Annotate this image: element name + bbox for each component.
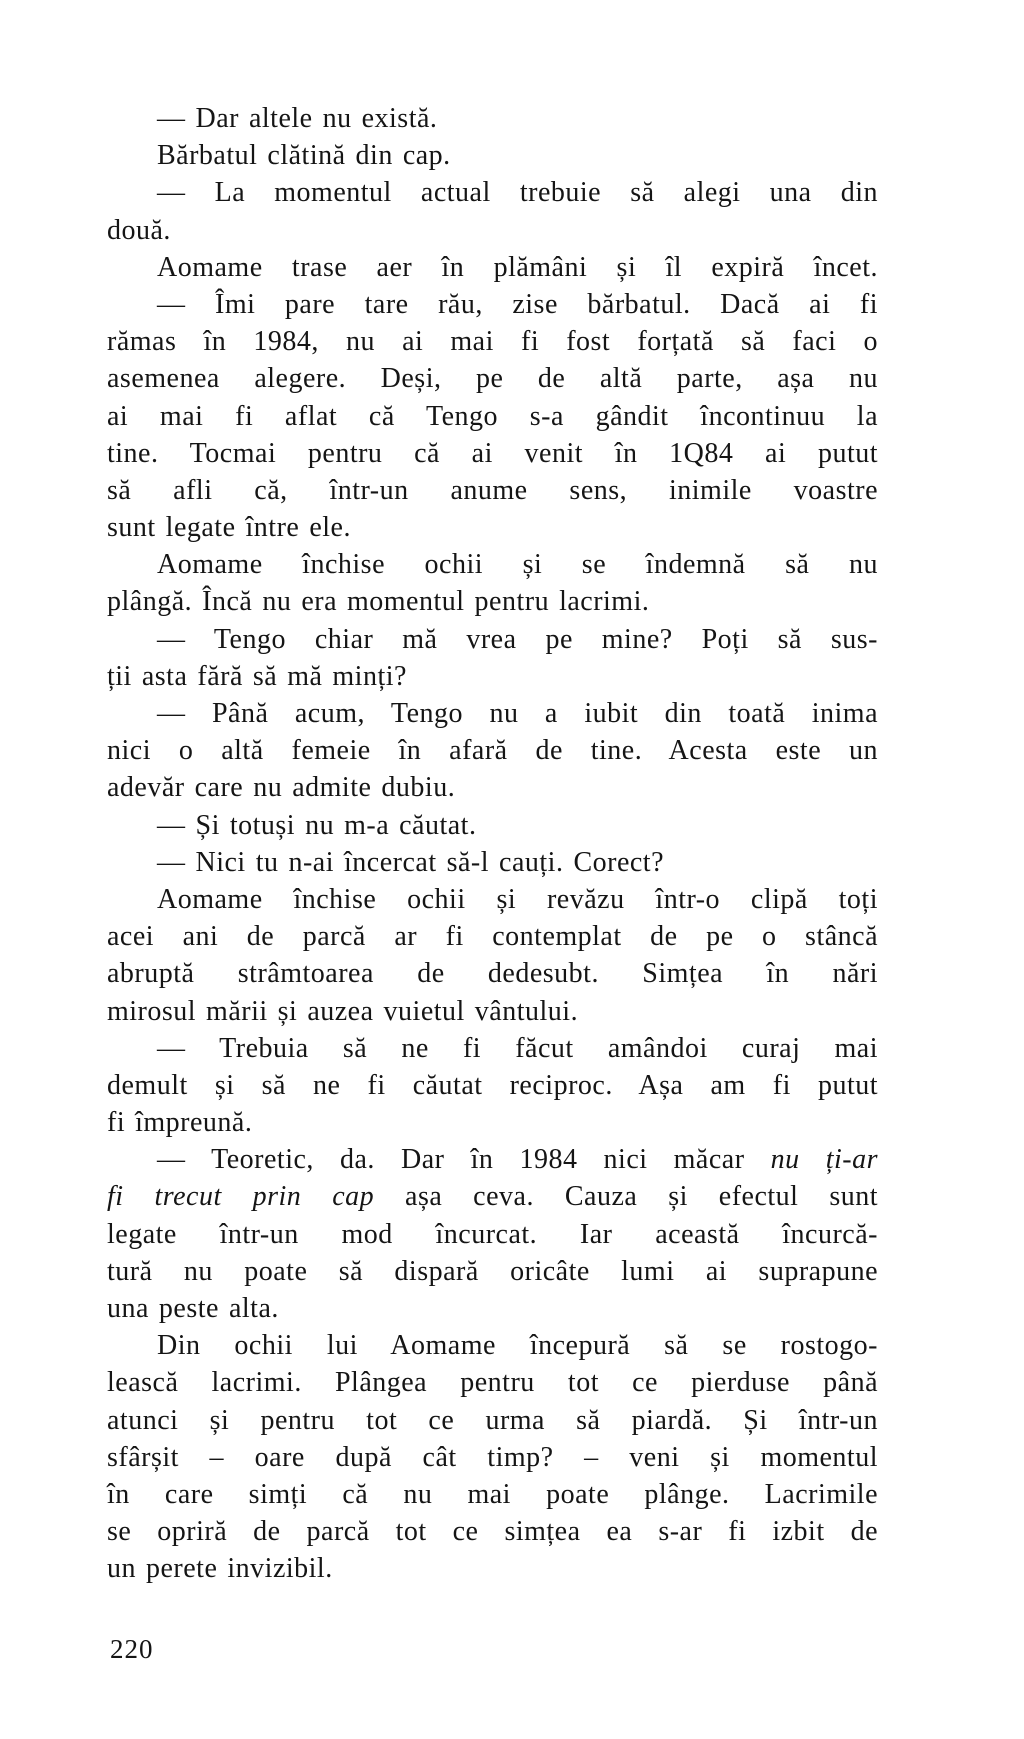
text-segment: abruptă strâmtoarea de dedesubt. Simțea în nări — [107, 958, 878, 990]
text-line — [107, 918, 878, 955]
text-line — [107, 472, 878, 509]
text-segment: un perete invizibil. — [107, 1553, 333, 1585]
text-segment: lească lacrimi. Plângea pentru tot ce pierduse până — [107, 1367, 878, 1399]
text-line — [107, 435, 878, 472]
text-segment: două. — [107, 214, 171, 246]
text-segment: fi împreună. — [107, 1107, 253, 1139]
text-line — [107, 1067, 878, 1104]
text-segment: — Teoretic, da. Dar în 1984 nici măcar — [157, 1144, 771, 1176]
text-line — [107, 286, 878, 323]
text-segment: Aomame închise ochii și se îndemnă să nu — [157, 549, 878, 581]
text-line — [107, 1253, 878, 1290]
text-line — [107, 100, 878, 137]
text-segment: asemenea alegere. Deși, pe de altă parte, așa nu — [107, 363, 878, 395]
text-segment: Aomame trase aer în plămâni și îl expiră încet. — [157, 251, 878, 283]
text-line — [107, 1141, 878, 1178]
text-segment: Din ochii lui Aomame începură să se rostogo- — [157, 1330, 878, 1362]
text-segment: — Nici tu n-ai încercat să-l cauți. Corect? — [157, 846, 665, 878]
italic-text-segment: nu ți-ar — [770, 1144, 878, 1176]
text-line — [107, 1030, 878, 1067]
text-segment: așa ceva. Cauza și efectul sunt — [374, 1181, 879, 1213]
text-line — [107, 955, 878, 992]
text-line — [107, 1178, 878, 1215]
text-segment: nici o altă femeie în afară de tine. Acesta este un — [107, 735, 878, 767]
text-segment: sunt legate între ele. — [107, 512, 351, 544]
text-segment: Aomame închise ochii și revăzu într-o clipă toți — [157, 883, 878, 915]
text-line — [107, 658, 878, 695]
text-segment: ții asta fără să mă minți? — [107, 660, 407, 692]
text-line — [107, 621, 878, 658]
italic-text-segment: fi trecut prin cap — [107, 1181, 375, 1213]
text-segment: tine. Tocmai pentru că ai venit în 1Q84 ai putut — [107, 437, 878, 469]
text-segment: tură nu poate să dispară oricâte lumi ai suprapune — [107, 1255, 878, 1287]
text-line — [107, 137, 878, 174]
text-segment: legate într-un mod încurcat. Iar această încurcă- — [107, 1218, 878, 1250]
text-segment: atunci și pentru tot ce urma să piardă. Și într-un — [107, 1404, 878, 1436]
text-line — [107, 546, 878, 583]
text-line — [107, 360, 878, 397]
text-line — [107, 1513, 878, 1550]
text-line — [107, 249, 878, 286]
text-line — [107, 844, 878, 881]
text-line — [107, 1104, 878, 1141]
text-line — [107, 1402, 878, 1439]
text-segment: rămas în 1984, nu ai mai fi fost forțată să faci o — [107, 326, 878, 358]
text-line — [107, 509, 878, 546]
text-segment: una peste alta. — [107, 1293, 279, 1324]
text-segment: ai mai fi aflat că Tengo s-a gândit încontinuu la — [107, 400, 878, 432]
text-segment: plângă. Încă nu era momentul pentru lacrimi. — [107, 586, 650, 618]
text-segment: mirosul mării și auzea vuietul vântului. — [107, 995, 579, 1027]
text-segment: adevăr care nu admite dubiu. — [107, 772, 456, 804]
text-segment: — Îmi pare tare rău, zise bărbatul. Dacă ai fi — [157, 288, 878, 320]
text-line — [107, 583, 878, 620]
text-line — [107, 1550, 878, 1587]
text-segment: se opriră de parcă tot ce simțea ea s-ar fi izbit de — [107, 1516, 878, 1548]
text-segment: acei ani de parcă ar fi contemplat de pe o stâncă — [107, 921, 878, 953]
text-line — [107, 1216, 878, 1253]
text-segment: Bărbatul clătină din cap. — [157, 140, 451, 172]
text-segment: demult și să ne fi căutat reciproc. Așa am fi putut — [107, 1069, 878, 1101]
text-line — [107, 212, 878, 249]
text-segment: — Până acum, Tengo nu a iubit din toată inima — [157, 698, 878, 729]
text-segment: — Și totuși nu m-a căutat. — [157, 809, 477, 841]
text-line — [107, 398, 878, 435]
text-line — [107, 993, 878, 1030]
text-segment: sfârșit – oare după cât timp? – veni și momentul — [107, 1441, 878, 1473]
text-line — [107, 1364, 878, 1401]
text-line — [107, 881, 878, 918]
page-text — [107, 100, 878, 1588]
text-line — [107, 323, 878, 360]
text-line — [107, 1327, 878, 1364]
page-number: 220 — [110, 1634, 154, 1664]
text-line — [107, 174, 878, 211]
text-segment: — Trebuia să ne fi făcut amândoi curaj mai — [157, 1032, 878, 1064]
text-segment: — Dar altele nu există. — [157, 103, 438, 134]
text-segment: să afli că, într-un anume sens, inimile voastre — [107, 474, 878, 506]
text-line — [107, 695, 878, 732]
text-line — [107, 769, 878, 806]
text-segment: — La momentul actual trebuie să alegi una din — [157, 177, 878, 209]
text-line — [107, 1476, 878, 1513]
text-line — [107, 732, 878, 769]
text-segment: în care simți că nu mai poate plânge. Lacrimile — [107, 1478, 878, 1510]
text-line — [107, 1439, 878, 1476]
text-segment: — Tengo chiar mă vrea pe mine? Poți să sus- — [157, 623, 878, 655]
text-line — [107, 807, 878, 844]
text-line — [107, 1290, 878, 1327]
